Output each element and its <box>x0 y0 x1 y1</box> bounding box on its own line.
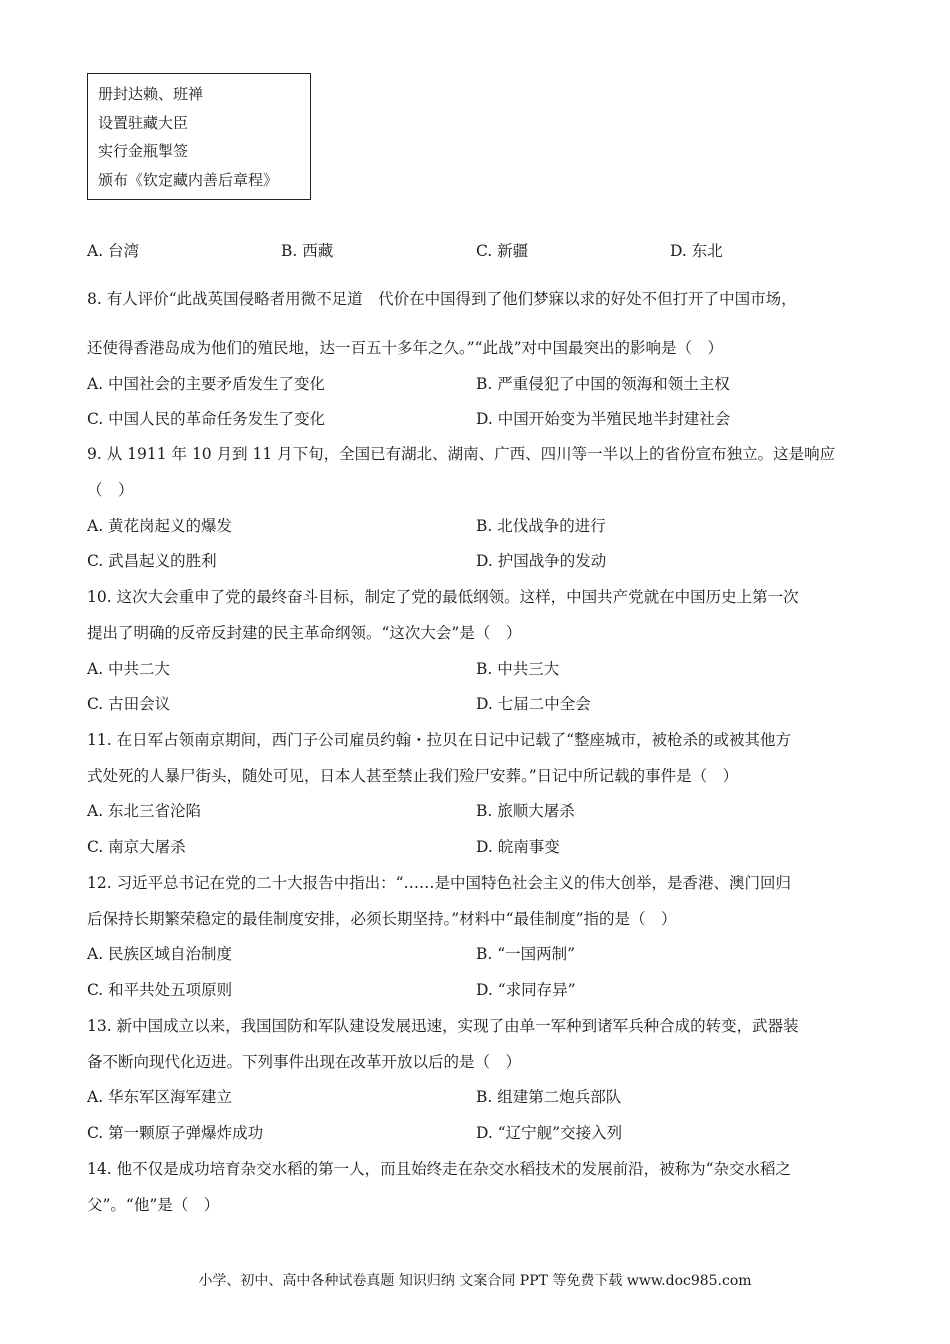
q9-option-c: C. 武昌起义的胜利 <box>87 552 217 570</box>
q9-stem-line: （ ） <box>87 481 134 499</box>
q11-option-c: C. 南京大屠杀 <box>87 838 186 856</box>
q11-option-d: D. 皖南事变 <box>476 838 560 856</box>
q11-stem-line: 式处死的人暴尸街头，随处可见，日本人甚至禁止我们殓尸安葬。”日记中所记载的事件是（ ） <box>87 767 739 785</box>
q14-stem-line: 14. 他不仅是成功培育杂交水稻的第一人，而且始终走在杂交水稻技术的发展前沿，被称为“杂交水稻之 <box>87 1160 792 1178</box>
q13-option-d: D. “辽宁舰”交接入列 <box>476 1124 623 1142</box>
q13-stem-line: 13. 新中国成立以来，我国国防和军队建设发展迅速，实现了由单一军种到诸军兵种合成的转变，武器装 <box>87 1017 799 1035</box>
q10-option-c: C. 古田会议 <box>87 695 171 713</box>
material-line: 颁布《钦定藏内善后章程》 <box>98 170 279 189</box>
page-footer: 小学、初中、高中各种试卷真题 知识归纳 文案合同 PPT 等免费下载 www.doc985.com <box>198 1273 752 1289</box>
q9-stem-line: 9. 从 1911 年 10 月到 11 月下旬，全国已有湖北、湖南、广西、四川等一半以上的省份宣布独立。这是响应 <box>87 445 836 463</box>
q12-option-a: A. 民族区域自治制度 <box>87 945 233 963</box>
q11-option-b: B. 旅顺大屠杀 <box>476 802 575 820</box>
q7-option-b: B. 西藏 <box>281 242 334 260</box>
q7-option-c: C. 新疆 <box>476 242 529 260</box>
q8-option-b: B. 严重侵犯了中国的领海和领土主权 <box>476 375 730 393</box>
q8-option-a: A. 中国社会的主要矛盾发生了变化 <box>87 375 326 393</box>
q10-option-b: B. 中共三大 <box>476 660 560 678</box>
q12-stem-line: 12. 习近平总书记在党的二十大报告中指出：“……是中国特色社会主义的伟大创举，是香港、澳门回归 <box>87 874 792 892</box>
material-line: 册封达赖、班禅 <box>98 85 204 103</box>
material-line: 实行金瓶掣签 <box>98 142 189 160</box>
q13-option-c: C. 第一颗原子弹爆炸成功 <box>87 1124 264 1142</box>
q9-option-b: B. 北伐战争的进行 <box>476 517 606 535</box>
q8-option-c: C. 中国人民的革命任务发生了变化 <box>87 410 326 428</box>
q9-option-a: A. 黄花岗起义的爆发 <box>87 517 233 535</box>
q10-option-a: A. 中共二大 <box>87 660 171 678</box>
q13-option-a: A. 华东军区海军建立 <box>87 1088 233 1106</box>
q11-option-a: A. 东北三省沦陷 <box>87 802 202 820</box>
q7-option-a: A. 台湾 <box>87 242 140 260</box>
q12-option-b: B. “一国两制” <box>476 945 576 963</box>
q10-stem-line: 提出了明确的反帝反封建的民主革命纲领。“这次大会”是（ ） <box>87 624 522 642</box>
q13-option-b: B. 组建第二炮兵部队 <box>476 1088 622 1106</box>
material-line: 设置驻藏大臣 <box>98 113 189 132</box>
q11-stem-line: 11. 在日军占领南京期间，西门子公司雇员约翰・拉贝在日记中记载了“整座城市，被枪杀的或被其他方 <box>87 731 792 749</box>
material-box <box>87 73 311 200</box>
q14-stem-line: 父”。“他”是（ ） <box>87 1196 220 1214</box>
q12-option-d: D. “求同存异” <box>476 981 576 999</box>
q8-stem-line: 8. 有人评价“此战英国侵略者用微不足道 代价在中国得到了他们梦寐以求的好处不但打开了中国市场， <box>87 290 797 308</box>
q8-option-d: D. 中国开始变为半殖民地半封建社会 <box>476 410 731 428</box>
q9-option-d: D. 护国战争的发动 <box>476 552 607 570</box>
q7-option-d: D. 东北 <box>670 242 723 260</box>
q12-option-c: C. 和平共处五项原则 <box>87 981 233 999</box>
q10-stem-line: 10. 这次大会重申了党的最终奋斗目标，制定了党的最低纲领。这样，中国共产党就在中国历史上第一次 <box>87 588 799 606</box>
q13-stem-line: 备不断向现代化迈进。下列事件出现在改革开放以后的是（ ） <box>87 1053 522 1071</box>
q10-option-d: D. 七届二中全会 <box>476 695 591 713</box>
q8-stem-line: 还使得香港岛成为他们的殖民地，达一百五十多年之久。”“此战”对中国最突出的影响是（ ） <box>87 339 724 357</box>
q12-stem-line: 后保持长期繁荣稳定的最佳制度安排，必须长期坚持。”材料中“最佳制度”指的是（ ） <box>87 910 677 928</box>
